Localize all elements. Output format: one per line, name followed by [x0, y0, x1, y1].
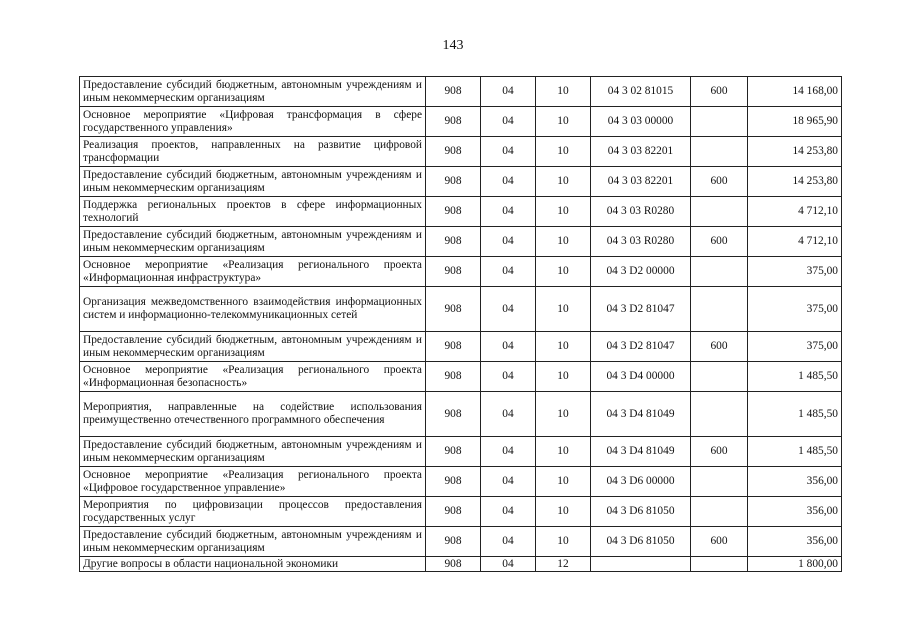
cell-amount: 375,00	[748, 257, 842, 287]
cell-amount: 356,00	[748, 497, 842, 527]
cell-amount: 1 485,50	[748, 392, 842, 437]
cell-amount: 356,00	[748, 527, 842, 557]
cell-name: Предоставление субсидий бюджетным, автономным учреждениям и иным некоммерческим организациям	[80, 332, 426, 362]
cell-grbs: 908	[426, 497, 481, 527]
cell-expense-type: 600	[691, 227, 748, 257]
cell-subsection: 10	[536, 362, 591, 392]
cell-name: Организация межведомственного взаимодействия информационных систем и информационно-телекоммуникационных сетей	[80, 287, 426, 332]
cell-target-article: 04 3 D6 81050	[591, 497, 691, 527]
cell-target-article: 04 3 D4 00000	[591, 362, 691, 392]
table-row	[80, 167, 842, 197]
cell-amount: 18 965,90	[748, 107, 842, 137]
cell-grbs: 908	[426, 362, 481, 392]
cell-amount: 14 253,80	[748, 137, 842, 167]
cell-target-article: 04 3 D2 81047	[591, 332, 691, 362]
table-row	[80, 437, 842, 467]
cell-name: Поддержка региональных проектов в сфере информационных технологий	[80, 197, 426, 227]
cell-section: 04	[481, 437, 536, 467]
cell-name: Предоставление субсидий бюджетным, автономным учреждениям и иным некоммерческим организациям	[80, 167, 426, 197]
table-row	[80, 197, 842, 227]
cell-amount: 375,00	[748, 332, 842, 362]
cell-amount: 1 800,00	[748, 557, 842, 572]
cell-grbs: 908	[426, 437, 481, 467]
cell-section: 04	[481, 167, 536, 197]
cell-amount: 356,00	[748, 467, 842, 497]
cell-grbs: 908	[426, 77, 481, 107]
page-number: 143	[442, 38, 464, 53]
cell-subsection: 10	[536, 137, 591, 167]
cell-grbs: 908	[426, 392, 481, 437]
cell-grbs: 908	[426, 107, 481, 137]
cell-name: Основное мероприятие «Цифровая трансформация в сфере государственного управления»	[80, 107, 426, 137]
cell-grbs: 908	[426, 167, 481, 197]
cell-subsection: 10	[536, 107, 591, 137]
cell-amount: 14 253,80	[748, 167, 842, 197]
cell-target-article: 04 3 02 81015	[591, 77, 691, 107]
cell-name: Предоставление субсидий бюджетным, автономным учреждениям и иным некоммерческим организациям	[80, 77, 426, 107]
cell-amount: 375,00	[748, 287, 842, 332]
cell-name: Предоставление субсидий бюджетным, автономным учреждениям и иным некоммерческим организациям	[80, 527, 426, 557]
cell-name: Другие вопросы в области национальной экономики	[80, 557, 426, 572]
cell-section: 04	[481, 77, 536, 107]
cell-grbs: 908	[426, 557, 481, 572]
cell-target-article: 04 3 D2 81047	[591, 287, 691, 332]
cell-section: 04	[481, 287, 536, 332]
cell-target-article: 04 3 03 R0280	[591, 227, 691, 257]
cell-grbs: 908	[426, 197, 481, 227]
cell-target-article: 04 3 03 82201	[591, 167, 691, 197]
cell-section: 04	[481, 527, 536, 557]
cell-expense-type	[691, 392, 748, 437]
table-row	[80, 392, 842, 437]
cell-target-article	[591, 557, 691, 572]
cell-subsection: 10	[536, 77, 591, 107]
cell-name: Мероприятия по цифровизации процессов предоставления государственных услуг	[80, 497, 426, 527]
cell-section: 04	[481, 107, 536, 137]
cell-amount: 14 168,00	[748, 77, 842, 107]
cell-grbs: 908	[426, 227, 481, 257]
table-row	[80, 362, 842, 392]
cell-grbs: 908	[426, 332, 481, 362]
cell-target-article: 04 3 D4 81049	[591, 392, 691, 437]
cell-grbs: 908	[426, 467, 481, 497]
cell-subsection: 10	[536, 197, 591, 227]
cell-expense-type: 600	[691, 437, 748, 467]
cell-target-article: 04 3 D4 81049	[591, 437, 691, 467]
table-row	[80, 467, 842, 497]
cell-expense-type	[691, 287, 748, 332]
cell-subsection: 10	[536, 167, 591, 197]
cell-subsection: 10	[536, 467, 591, 497]
cell-subsection: 12	[536, 557, 591, 572]
cell-name: Предоставление субсидий бюджетным, автономным учреждениям и иным некоммерческим организациям	[80, 437, 426, 467]
table-row	[80, 497, 842, 527]
cell-grbs: 908	[426, 257, 481, 287]
cell-subsection: 10	[536, 257, 591, 287]
table-row	[80, 527, 842, 557]
cell-name: Мероприятия, направленные на содействие использования преимущественно отечественного программного обеспечения	[80, 392, 426, 437]
cell-target-article: 04 3 D6 00000	[591, 467, 691, 497]
budget-table	[79, 76, 842, 572]
cell-section: 04	[481, 392, 536, 437]
cell-expense-type	[691, 197, 748, 227]
cell-expense-type	[691, 467, 748, 497]
cell-subsection: 10	[536, 332, 591, 362]
cell-name: Основное мероприятие «Реализация регионального проекта «Информационная инфраструктура»	[80, 257, 426, 287]
cell-grbs: 908	[426, 137, 481, 167]
cell-target-article: 04 3 03 82201	[591, 137, 691, 167]
cell-expense-type	[691, 557, 748, 572]
cell-section: 04	[481, 467, 536, 497]
cell-name: Основное мероприятие «Реализация регионального проекта «Цифровое государственное управление»	[80, 467, 426, 497]
cell-section: 04	[481, 497, 536, 527]
table-row	[80, 137, 842, 167]
cell-subsection: 10	[536, 527, 591, 557]
cell-subsection: 10	[536, 227, 591, 257]
table-row	[80, 332, 842, 362]
table-row	[80, 77, 842, 107]
cell-expense-type	[691, 497, 748, 527]
cell-grbs: 908	[426, 527, 481, 557]
cell-name: Предоставление субсидий бюджетным, автономным учреждениям и иным некоммерческим организациям	[80, 227, 426, 257]
cell-section: 04	[481, 257, 536, 287]
cell-section: 04	[481, 332, 536, 362]
cell-amount: 1 485,50	[748, 437, 842, 467]
cell-target-article: 04 3 03 00000	[591, 107, 691, 137]
table-row	[80, 287, 842, 332]
cell-section: 04	[481, 227, 536, 257]
cell-target-article: 04 3 D6 81050	[591, 527, 691, 557]
cell-amount: 1 485,50	[748, 362, 842, 392]
cell-section: 04	[481, 137, 536, 167]
table-row	[80, 107, 842, 137]
cell-section: 04	[481, 362, 536, 392]
cell-section: 04	[481, 197, 536, 227]
cell-target-article: 04 3 03 R0280	[591, 197, 691, 227]
cell-amount: 4 712,10	[748, 227, 842, 257]
cell-amount: 4 712,10	[748, 197, 842, 227]
cell-target-article: 04 3 D2 00000	[591, 257, 691, 287]
cell-expense-type: 600	[691, 77, 748, 107]
table-row	[80, 227, 842, 257]
cell-name: Основное мероприятие «Реализация регионального проекта «Информационная безопасность»	[80, 362, 426, 392]
table-body	[80, 77, 842, 572]
cell-expense-type	[691, 257, 748, 287]
cell-grbs: 908	[426, 287, 481, 332]
cell-expense-type	[691, 137, 748, 167]
cell-expense-type: 600	[691, 332, 748, 362]
cell-expense-type	[691, 107, 748, 137]
cell-expense-type: 600	[691, 167, 748, 197]
cell-subsection: 10	[536, 392, 591, 437]
table-row	[80, 257, 842, 287]
cell-subsection: 10	[536, 287, 591, 332]
cell-subsection: 10	[536, 437, 591, 467]
cell-section: 04	[481, 557, 536, 572]
cell-subsection: 10	[536, 497, 591, 527]
cell-expense-type	[691, 362, 748, 392]
table-row	[80, 557, 842, 572]
cell-name: Реализация проектов, направленных на развитие цифровой трансформации	[80, 137, 426, 167]
cell-expense-type: 600	[691, 527, 748, 557]
